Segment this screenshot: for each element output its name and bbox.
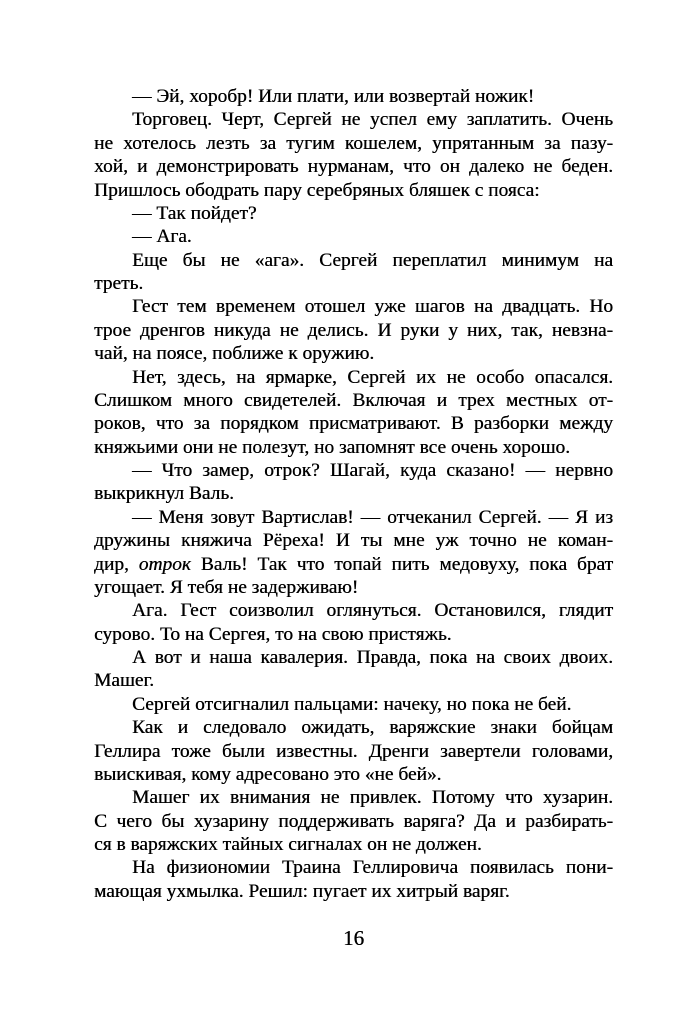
text-segment: трое дренгов никуда не делись. И руки у них, так, невзна- bbox=[94, 319, 613, 341]
paragraph bbox=[94, 716, 613, 786]
text-segment: Сергей отсигналил пальцами: начеку, но пока не бей. bbox=[132, 693, 572, 715]
text-line bbox=[94, 623, 613, 646]
text-line bbox=[94, 85, 613, 108]
text-segment: — Что замер, отрок? Шагай, куда сказано! — нервно bbox=[132, 460, 613, 481]
text-line bbox=[94, 716, 613, 739]
text-line bbox=[94, 880, 613, 903]
text-segment: выкрикнул Валь. bbox=[94, 483, 234, 505]
paragraph bbox=[94, 249, 613, 296]
text-segment: — Меня зовут Вартислав! — отчеканил Сергей. — Я из bbox=[132, 506, 613, 528]
text-segment: На физиономии Траина Геллировича появилась пони- bbox=[132, 857, 613, 879]
text-segment: Как и следовало ожидать, варяжские знаки бойцам bbox=[132, 717, 613, 739]
text-line bbox=[94, 179, 613, 202]
text-line bbox=[94, 482, 613, 505]
paragraph bbox=[94, 295, 613, 365]
text-segment: Торговец. Черт, Сергей не успел ему заплатить. Очень bbox=[132, 109, 613, 131]
text-line bbox=[94, 599, 613, 622]
text-segment: А вот и наша кавалерия. Правда, пока на своих двоих. bbox=[132, 647, 613, 668]
text-line bbox=[94, 436, 613, 459]
paragraph bbox=[94, 599, 613, 646]
text-segment: — Так пойдет? bbox=[132, 202, 257, 224]
text-line bbox=[94, 810, 613, 833]
text-line bbox=[94, 249, 613, 272]
text-segment: дир, bbox=[94, 553, 139, 575]
text-segment: Слишком много свидетелей. Включая и трех местных от- bbox=[94, 389, 613, 411]
page-text bbox=[94, 85, 613, 903]
text-segment: — Эй, хоробр! Или плати, или возвертай ножик! bbox=[132, 86, 535, 107]
text-line bbox=[94, 342, 613, 365]
text-segment: сурово. То на Сергея, то на свою пристяжь. bbox=[94, 623, 452, 645]
text-line bbox=[94, 366, 613, 389]
text-line bbox=[94, 155, 613, 178]
page-number: 16 bbox=[343, 926, 364, 950]
text-line bbox=[94, 669, 613, 692]
text-segment: Нет, здесь, на ярмарке, Сергей их не особо опасался. bbox=[132, 366, 613, 388]
text-line bbox=[94, 506, 613, 529]
text-segment: Гест тем временем отошел уже шагов на двадцать. Но bbox=[132, 296, 613, 318]
text-segment: роков, что за порядком присматривают. В разборки между bbox=[94, 413, 613, 435]
text-line bbox=[94, 412, 613, 435]
emphasized-text: отрок bbox=[138, 553, 191, 575]
text-line bbox=[94, 295, 613, 318]
text-segment: мающая ухмылка. Решил: пугает их хитрый варяг. bbox=[94, 880, 510, 902]
text-line bbox=[94, 763, 613, 786]
text-segment: не хотелось лезть за тугим кошелем, упрятанным за пазу- bbox=[94, 132, 613, 154]
text-segment: Валь! Так что топай пить медовуху, пока брат bbox=[190, 553, 613, 575]
paragraph bbox=[94, 202, 613, 225]
text-segment: Еще бы не «ага». Сергей переплатил минимум на bbox=[132, 249, 613, 271]
paragraph bbox=[94, 506, 613, 600]
paragraph bbox=[94, 856, 613, 903]
text-segment: Машег. bbox=[94, 670, 154, 692]
text-line bbox=[94, 529, 613, 552]
text-segment: хой, и демонстрировать нурманам, что он далеко не беден. bbox=[94, 156, 613, 178]
text-line bbox=[94, 319, 613, 342]
paragraph bbox=[94, 85, 613, 108]
text-segment: Машег их внимания не привлек. Потому что хузарин. bbox=[132, 787, 613, 809]
paragraph bbox=[94, 646, 613, 693]
text-segment: треть. bbox=[94, 273, 144, 294]
text-line bbox=[94, 272, 613, 295]
text-segment: Пришлось ободрать пару серебряных бляшек с пояса: bbox=[94, 179, 540, 201]
paragraph bbox=[94, 459, 613, 506]
text-segment: дружины княжича Рёреха! И ты мне уж точно не коман- bbox=[94, 530, 613, 552]
text-segment: выискивая, кому адресовано это «не бей». bbox=[94, 763, 442, 785]
text-line bbox=[94, 553, 613, 576]
paragraph bbox=[94, 108, 613, 202]
text-line bbox=[94, 693, 613, 716]
text-line bbox=[94, 833, 613, 856]
text-segment: чай, на поясе, поближе к оружию. bbox=[94, 343, 375, 365]
text-line bbox=[94, 786, 613, 809]
text-line bbox=[94, 856, 613, 879]
text-line bbox=[94, 202, 613, 225]
text-line bbox=[94, 132, 613, 155]
text-segment: Геллира тоже были известны. Дренги завертели головами, bbox=[94, 740, 613, 762]
text-line bbox=[94, 389, 613, 412]
text-segment: Ага. Гест соизволил оглянуться. Остановился, глядит bbox=[132, 600, 613, 622]
text-line bbox=[94, 646, 613, 669]
text-line bbox=[94, 459, 613, 482]
paragraph bbox=[94, 693, 613, 716]
text-segment: — Ага. bbox=[132, 226, 192, 248]
paragraph bbox=[94, 366, 613, 460]
paragraph bbox=[94, 225, 613, 248]
text-line bbox=[94, 576, 613, 599]
text-segment: угощает. Я тебя не задерживаю! bbox=[94, 576, 359, 598]
text-segment: ся в варяжских тайных сигналах он не должен. bbox=[94, 834, 482, 855]
paragraph bbox=[94, 786, 613, 856]
text-line bbox=[94, 740, 613, 763]
text-line bbox=[94, 108, 613, 131]
text-line bbox=[94, 225, 613, 248]
text-segment: С чего бы хузарину поддерживать варяга? Да и разбирать- bbox=[94, 810, 613, 832]
text-segment: княжьими они не полезут, но запомнят все очень хорошо. bbox=[94, 436, 570, 458]
